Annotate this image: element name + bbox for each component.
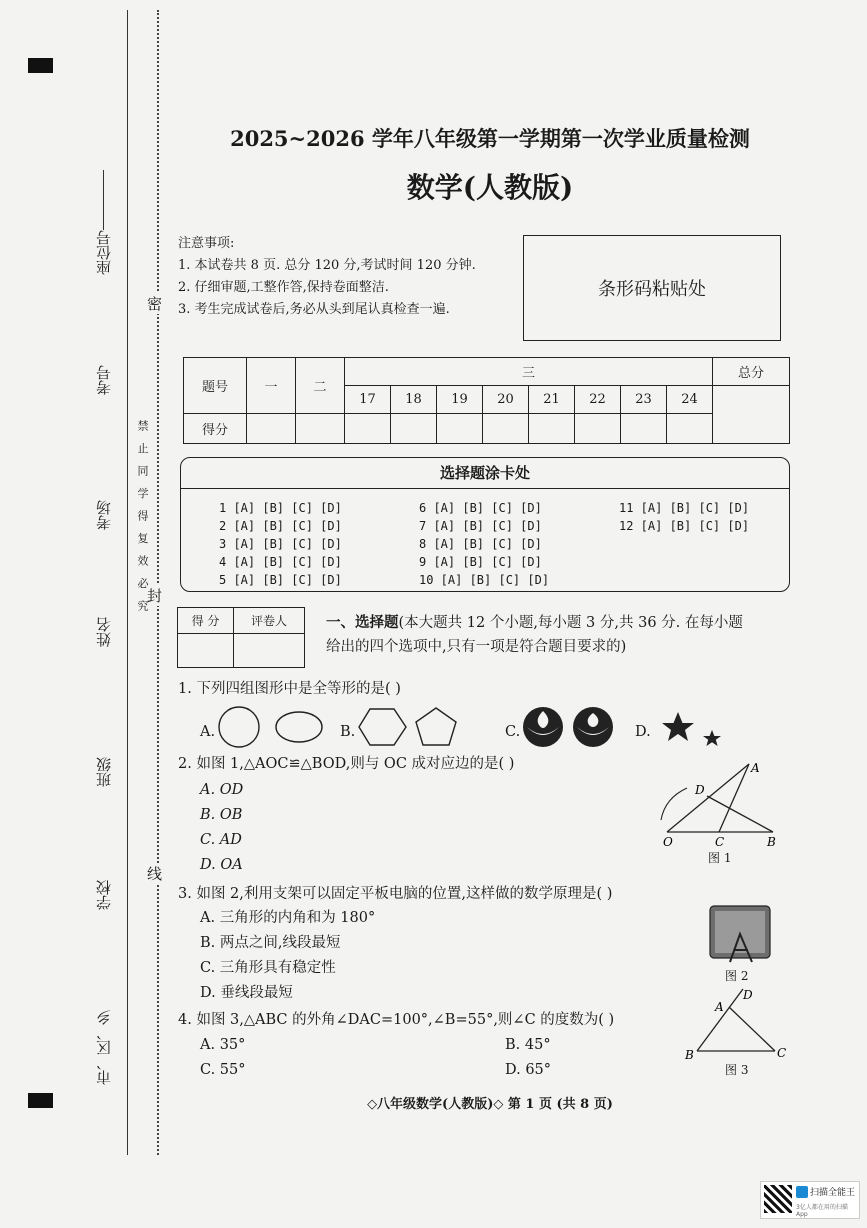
exam-title: 2025~2026 学年八年级第一学期第一次学业质量检测 bbox=[230, 126, 750, 151]
q4-option-b[interactable]: B. 45° bbox=[505, 1037, 551, 1053]
side-field-room: 考场 bbox=[95, 500, 113, 530]
fig1-label-o: O bbox=[663, 835, 673, 848]
fig3-label-c: C bbox=[777, 1046, 787, 1060]
fig1-label-a: A bbox=[751, 761, 760, 775]
answer-row[interactable]: 3 [A] [B] [C] [D] bbox=[219, 537, 342, 551]
score-total-cell[interactable] bbox=[713, 386, 790, 444]
q1-option-a-label: A. bbox=[200, 724, 216, 740]
fig1-label-b: B bbox=[767, 835, 776, 848]
scanner-name: 扫描全能王 bbox=[810, 1188, 856, 1198]
q4-option-d[interactable]: D. 65° bbox=[505, 1062, 552, 1078]
side-field-exam-no: 考号 bbox=[95, 365, 113, 395]
answer-row[interactable]: 9 [A] [B] [C] [D] bbox=[419, 555, 542, 569]
score-sub: 24 bbox=[667, 386, 713, 414]
q2-option-d[interactable]: D. OA bbox=[200, 857, 243, 873]
grader-name-cell[interactable] bbox=[234, 634, 305, 668]
answer-row[interactable]: 12 [A] [B] [C] [D] bbox=[619, 519, 750, 533]
score-sub: 18 bbox=[391, 386, 437, 414]
figure-1-caption: 图 1 bbox=[708, 851, 732, 865]
q2-option-c[interactable]: C. AD bbox=[200, 832, 242, 848]
grader-score-label: 得 分 bbox=[178, 608, 234, 634]
fig1-label-c: C bbox=[715, 835, 725, 848]
score-col-total: 总分 bbox=[713, 358, 790, 386]
answer-row[interactable]: 4 [A] [B] [C] [D] bbox=[219, 555, 342, 569]
score-sub: 23 bbox=[621, 386, 667, 414]
score-cell[interactable] bbox=[621, 414, 667, 444]
q2-options bbox=[200, 778, 243, 878]
answer-row[interactable]: 6 [A] [B] [C] [D] bbox=[419, 501, 542, 515]
answer-row[interactable]: 11 [A] [B] [C] [D] bbox=[619, 501, 750, 515]
q3-options bbox=[200, 906, 375, 1006]
answer-card-col bbox=[219, 499, 342, 589]
answer-row[interactable]: 2 [A] [B] [C] [D] bbox=[219, 519, 342, 533]
figure-3 bbox=[683, 985, 789, 1061]
score-cell[interactable] bbox=[575, 414, 621, 444]
scanner-logo-icon bbox=[796, 1186, 808, 1198]
section-heading bbox=[326, 611, 796, 659]
q4-option-c[interactable]: C. 55° bbox=[200, 1062, 246, 1078]
scanner-sub: 3亿人都在用的扫描App bbox=[796, 1204, 848, 1218]
q1-option-b-figure bbox=[358, 705, 468, 749]
score-cell[interactable] bbox=[483, 414, 529, 444]
answer-row[interactable]: 10 [A] [B] [C] [D] bbox=[419, 573, 550, 587]
side-field-name: 姓名 bbox=[95, 617, 113, 647]
score-sub: 22 bbox=[575, 386, 621, 414]
page-footer: ◇八年级数学(人教版)◇ 第 1 页 (共 8 页) bbox=[367, 1097, 613, 1112]
q3-option-b[interactable]: B. 两点之间,线段最短 bbox=[200, 935, 341, 951]
score-sub: 20 bbox=[483, 386, 529, 414]
grader-score-cell[interactable] bbox=[178, 634, 234, 668]
barcode-area bbox=[523, 235, 781, 341]
score-table bbox=[183, 357, 790, 444]
section-desc: 给出的四个选项中,只有一项是符合题目要求的) bbox=[326, 639, 627, 655]
q2-option-b[interactable]: B. OB bbox=[200, 807, 243, 823]
figure-3-caption: 图 3 bbox=[725, 1063, 749, 1077]
notes-item: 3. 考生完成试卷后,务必从头到尾认真检查一遍. bbox=[178, 302, 450, 317]
score-row-label: 得分 bbox=[184, 414, 247, 444]
qr-code-icon bbox=[764, 1185, 792, 1213]
score-row-label: 题号 bbox=[184, 358, 247, 414]
question-1-stem: 1. 下列四组图形中是全等形的是( ) bbox=[178, 681, 401, 697]
fig1-label-d: D bbox=[695, 783, 705, 797]
q1-option-c-figure bbox=[521, 705, 617, 749]
score-col-two: 二 bbox=[296, 358, 345, 414]
figure-1 bbox=[655, 758, 785, 848]
score-col-three: 三 bbox=[345, 358, 713, 386]
question-2-stem: 2. 如图 1,△AOC≌△BOD,则与 OC 成对应边的是( ) bbox=[178, 756, 515, 772]
answer-card-col bbox=[419, 499, 549, 589]
seal-char-xian: 线 bbox=[147, 865, 163, 883]
section-desc: (本大题共 12 个小题,每小题 3 分,共 36 分. 在每小题 bbox=[398, 615, 743, 631]
question-3-stem: 3. 如图 2,利用支架可以固定平板电脑的位置,这样做的数学原理是( ) bbox=[178, 886, 613, 902]
q1-option-b-label: B. bbox=[340, 724, 356, 740]
q3-option-a[interactable]: A. 三角形的内角和为 180° bbox=[200, 910, 376, 926]
exam-subject: 数学(人教版) bbox=[406, 171, 574, 204]
answer-row[interactable]: 1 [A] [B] [C] [D] bbox=[219, 501, 342, 515]
q1-option-a-figure bbox=[217, 705, 323, 749]
answer-row[interactable]: 8 [A] [B] [C] [D] bbox=[419, 537, 542, 551]
q2-option-a[interactable]: A. OD bbox=[200, 782, 244, 798]
answer-row[interactable]: 5 [A] [B] [C] [D] bbox=[219, 573, 342, 587]
grader-box bbox=[177, 607, 305, 668]
score-col-one: 一 bbox=[247, 358, 296, 414]
fig3-label-d: D bbox=[743, 988, 753, 1002]
barcode-label: 条形码粘贴处 bbox=[598, 279, 706, 300]
seal-inner-text: 禁 止 同 学 得 复 效 必 究 bbox=[136, 420, 149, 615]
q1-option-d-label: D. bbox=[635, 724, 651, 740]
side-field-class: 班级 bbox=[95, 757, 113, 787]
section-title: 一、选择题 bbox=[326, 614, 399, 631]
question-4-stem: 4. 如图 3,△ABC 的外角∠DAC=100°,∠B=55°,则∠C 的度数为( ) bbox=[178, 1012, 615, 1028]
figure-2-caption: 图 2 bbox=[725, 969, 749, 983]
figure-2-tablet-stand bbox=[700, 904, 776, 964]
answer-card-title: 选择题涂卡处 bbox=[181, 458, 789, 489]
score-sub: 19 bbox=[437, 386, 483, 414]
seal-char-mi: 密 bbox=[147, 295, 163, 313]
side-field-school: 学校 bbox=[95, 880, 113, 910]
q3-option-c[interactable]: C. 三角形具有稳定性 bbox=[200, 960, 336, 976]
score-cell[interactable] bbox=[437, 414, 483, 444]
scanner-watermark bbox=[760, 1181, 860, 1219]
q1-option-c-label: C. bbox=[505, 724, 521, 740]
side-field-district: 市、区、乡 bbox=[95, 1010, 113, 1085]
q3-option-d[interactable]: D. 垂线段最短 bbox=[200, 985, 293, 1001]
notes-item: 2. 仔细审题,工整作答,保持卷面整洁. bbox=[178, 280, 389, 295]
answer-card-col bbox=[619, 499, 749, 535]
score-cell[interactable] bbox=[345, 414, 391, 444]
q1-option-d-figure bbox=[660, 710, 724, 750]
score-cell[interactable] bbox=[391, 414, 437, 444]
answer-card bbox=[180, 457, 790, 592]
seal-char-feng: 封 bbox=[147, 587, 163, 605]
score-cell[interactable] bbox=[529, 414, 575, 444]
registration-mark bbox=[28, 58, 53, 73]
notes bbox=[178, 233, 476, 321]
score-cell[interactable] bbox=[667, 414, 713, 444]
score-sub: 17 bbox=[345, 386, 391, 414]
fig3-label-a: A bbox=[715, 1000, 724, 1014]
fig3-label-b: B bbox=[685, 1048, 694, 1061]
score-sub: 21 bbox=[529, 386, 575, 414]
notes-heading: 注意事项: bbox=[178, 236, 235, 251]
score-cell[interactable] bbox=[296, 414, 345, 444]
notes-item: 1. 本试卷共 8 页. 总分 120 分,考试时间 120 分钟. bbox=[178, 258, 476, 273]
score-cell[interactable] bbox=[247, 414, 296, 444]
grader-name-label: 评卷人 bbox=[234, 608, 305, 634]
q4-option-a[interactable]: A. 35° bbox=[200, 1037, 246, 1053]
side-field-seat: 座位号 bbox=[93, 170, 114, 275]
answer-row[interactable]: 7 [A] [B] [C] [D] bbox=[419, 519, 542, 533]
